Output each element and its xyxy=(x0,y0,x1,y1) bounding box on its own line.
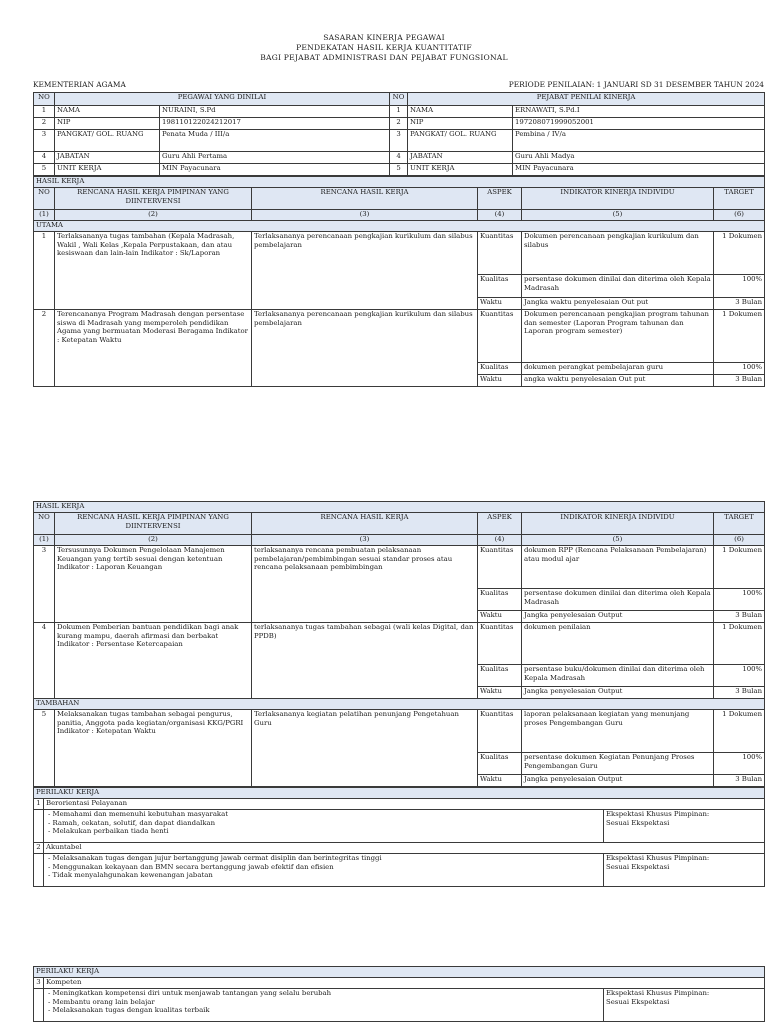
colnum: (6) xyxy=(714,535,765,546)
people-row-label: PANGKAT/ GOL. RUANG xyxy=(408,130,513,152)
item-aspect: Waktu xyxy=(478,298,522,310)
expectation-label: Ekspektasi Khusus Pimpinan: xyxy=(606,989,710,997)
assessor-rank: Pembina / IV/a xyxy=(513,130,765,152)
item-target: 1 Dokumen xyxy=(714,710,765,753)
behavior-table-1 xyxy=(33,787,765,887)
people-row-no: 1 xyxy=(390,106,408,118)
behavior-title: Kompeten xyxy=(44,978,765,989)
item-aspect: Waktu xyxy=(478,611,522,623)
col-leader-plan: RENCANA HASIL KERJA PIMPINAN YANG DIINTERVENSI xyxy=(55,188,252,210)
colnum: (3) xyxy=(252,535,478,546)
behavior-bullet: - Memahami dan memenuhi kebutuhan masyarakat xyxy=(48,810,228,818)
people-row-label: JABATAN xyxy=(55,152,160,164)
assessor-position: Guru Ahli Madya xyxy=(513,152,765,164)
header-line-1: SASARAN KINERJA PEGAWAI xyxy=(323,33,445,42)
meta-row xyxy=(33,80,764,89)
assessor-name: ERNAWATI, S.Pd.I xyxy=(513,106,765,118)
work-results-table-1 xyxy=(33,176,765,387)
item-indicator: dokumen RPP (Rencana Pelaksanaan Pembelajaran) atau modul ajar xyxy=(522,546,714,589)
people-row-no: 3 xyxy=(34,130,55,152)
people-no-header: NO xyxy=(34,93,55,106)
header-line-3: BAGI PEJABAT ADMINISTRASI DAN PEJABAT FUNGSIONAL xyxy=(260,53,508,62)
item-indicator: persentase buku/dokumen dinilai dan diterima oleh Kepala Madrasah xyxy=(522,665,714,687)
section-hasil-kerja: HASIL KERJA xyxy=(34,177,765,188)
item-aspect: Kuantitas xyxy=(478,310,522,363)
item-aspect: Kualitas xyxy=(478,363,522,375)
header-line-2: PENDEKATAN HASIL KERJA KUANTITATIF xyxy=(296,43,472,52)
people-row-no: 4 xyxy=(390,152,408,164)
item-leader-plan: Melaksanakan tugas tambahan sebagai pengurus, panitia, Anggota pada kegiatan/organisasi KKG/PGRI Indikator : Ketepatan Waktu xyxy=(55,710,252,787)
item-leader-plan: Tersusunnya Dokumen Pengelolaan Manajemen Keuangan yang tertib sesuai dengan ketentuan Indikator : Laporan Keuangan xyxy=(55,546,252,623)
item-target: 1 Dokumen xyxy=(714,232,765,275)
employee-rank: Penata Muda / III/a xyxy=(160,130,390,152)
behavior-spacer xyxy=(34,810,44,843)
expectation-value: Sesuai Ekspektasi xyxy=(606,818,670,827)
behavior-bullets xyxy=(44,989,604,1022)
page-block-3 xyxy=(33,966,764,1022)
item-aspect: Waktu xyxy=(478,375,522,387)
item-no: 4 xyxy=(34,623,55,699)
item-target: 3 Bulan xyxy=(714,298,765,310)
colnum: (6) xyxy=(714,210,765,221)
colnum: (5) xyxy=(522,535,714,546)
item-aspect: Kuantitas xyxy=(478,546,522,589)
section-perilaku-kerja: PERILAKU KERJA xyxy=(34,788,765,799)
behavior-no: 1 xyxy=(34,799,44,810)
col-indicator: INDIKATOR KINERJA INDIVIDU xyxy=(522,513,714,535)
item-aspect: Kuantitas xyxy=(478,232,522,275)
item-work-plan: Terlaksananya kegiatan pelatihan penunjang Pengetahuan Guru xyxy=(252,710,478,787)
col-target: TARGET xyxy=(714,513,765,535)
item-target: 1 Dokumen xyxy=(714,310,765,363)
item-indicator: Jangka penyelesaian Output xyxy=(522,687,714,699)
people-row-no: 2 xyxy=(390,118,408,130)
people-row-no: 5 xyxy=(34,164,55,176)
expectation-label: Ekspektasi Khusus Pimpinan: xyxy=(606,854,710,862)
expectation-label: Ekspektasi Khusus Pimpinan: xyxy=(606,810,710,818)
col-leader-plan: RENCANA HASIL KERJA PIMPINAN YANG DIINTERVENSI xyxy=(55,513,252,535)
item-indicator: persentase dokumen dinilai dan diterima oleh Kepala Madrasah xyxy=(522,275,714,298)
behavior-bullet: - Menggunakan kekayaan dan BMN secara bertanggung jawab efektif dan efisien xyxy=(48,862,334,871)
people-row-label: PANGKAT/ GOL. RUANG xyxy=(55,130,160,152)
item-aspect: Waktu xyxy=(478,687,522,699)
item-leader-plan: Terlaksananya tugas tambahan (Kepala Madrasah, Wakil , Wali Kelas ,Kepala Perpustakaan, dan atau kesiswaan dan lain-lain Indikator : Sk/Laporan xyxy=(55,232,252,310)
behavior-bullets xyxy=(44,854,604,887)
behavior-bullets xyxy=(44,810,604,843)
col-aspect: ASPEK xyxy=(478,188,522,210)
people-row-label: NIP xyxy=(408,118,513,130)
evaluated-employee-header: PEGAWAI YANG DINILAI xyxy=(55,93,390,106)
colnum: (5) xyxy=(522,210,714,221)
people-row-label: JABATAN xyxy=(408,152,513,164)
people-row-no: 1 xyxy=(34,106,55,118)
people-row-label: NAMA xyxy=(55,106,160,118)
item-indicator: Dokumen perencanaan pengkajian kurikulum dan silabus xyxy=(522,232,714,275)
section-utama: UTAMA xyxy=(34,221,765,232)
item-indicator: persentase dokumen Kegiatan Penunjang Proses Pengembangan Guru xyxy=(522,753,714,775)
expectation-value: Sesuai Ekspektasi xyxy=(606,862,670,871)
item-target: 100% xyxy=(714,363,765,375)
item-work-plan: Terlaksananya perencanaan pengkajian kurikulum dan silabus pembelajaran xyxy=(252,232,478,310)
behavior-title: Akuntabel xyxy=(44,843,765,854)
item-aspect: Waktu xyxy=(478,775,522,787)
behavior-bullet: - Ramah, cekatan, solutif, dan dapat diandalkan xyxy=(48,818,216,827)
behavior-bullet: - Melaksanakan tugas dengan jujur bertanggung jawab cermat disiplin dan berintegritas tinggi xyxy=(48,854,382,862)
expectation-value: Sesuai Ekspektasi xyxy=(606,997,670,1006)
col-target: TARGET xyxy=(714,188,765,210)
item-indicator: Jangka penyelesaian Output xyxy=(522,611,714,623)
item-indicator: dokumen perangkat pembelajaran guru xyxy=(522,363,714,375)
employee-position: Guru Ahli Pertama xyxy=(160,152,390,164)
item-indicator: laporan pelaksanaan kegiatan yang menunjang proses Pengembangan Guru xyxy=(522,710,714,753)
employee-unit: MIN Payacunara xyxy=(160,164,390,176)
item-work-plan: terlaksananya tugas tambahan sebagai (wali kelas Digital, dan PPDB) xyxy=(252,623,478,699)
document-header xyxy=(0,33,768,63)
item-aspect: Kualitas xyxy=(478,665,522,687)
item-aspect: Kualitas xyxy=(478,753,522,775)
behavior-bullet: - Tidak menyalahgunakan kewenangan jabatan xyxy=(48,871,213,880)
behavior-expectation xyxy=(604,989,765,1022)
people-row-no: 3 xyxy=(390,130,408,152)
assessor-header: PEJABAT PENILAI KINERJA xyxy=(408,93,765,106)
behavior-expectation xyxy=(604,810,765,843)
behavior-no: 2 xyxy=(34,843,44,854)
people-row-label: NAMA xyxy=(408,106,513,118)
item-target: 3 Bulan xyxy=(714,775,765,787)
behavior-spacer xyxy=(34,854,44,887)
behavior-bullet: - Melaksanakan tugas dengan kualitas terbaik xyxy=(48,1006,210,1015)
colnum: (4) xyxy=(478,535,522,546)
item-no: 3 xyxy=(34,546,55,623)
behavior-expectation xyxy=(604,854,765,887)
page-block-1 xyxy=(33,92,764,387)
item-target: 3 Bulan xyxy=(714,611,765,623)
section-hasil-kerja: HASIL KERJA xyxy=(34,502,765,513)
assessor-unit: MIN Payacunara xyxy=(513,164,765,176)
item-no: 1 xyxy=(34,232,55,310)
people-row-no: 4 xyxy=(34,152,55,164)
colnum: (1) xyxy=(34,210,55,221)
item-target: 3 Bulan xyxy=(714,375,765,387)
col-work-plan: RENCANA HASIL KERJA xyxy=(252,513,478,535)
behavior-bullet: - Meningkatkan kompetensi diri untuk menjawab tantangan yang selalu berubah xyxy=(48,989,332,997)
col-indicator: INDIKATOR KINERJA INDIVIDU xyxy=(522,188,714,210)
employee-nip: 198110122024212017 xyxy=(160,118,390,130)
item-indicator: Dokumen perencanaan pengkajian program tahunan dan semester (Laporan Program tahunan dan Laporan program semester) xyxy=(522,310,714,363)
item-work-plan: Terlaksananya perencanaan pengkajian kurikulum dan silabus pembelajaran xyxy=(252,310,478,387)
item-no: 2 xyxy=(34,310,55,387)
item-indicator: Jangka penyelesaian Output xyxy=(522,775,714,787)
behavior-no: 3 xyxy=(34,978,44,989)
colnum: (1) xyxy=(34,535,55,546)
item-target: 3 Bulan xyxy=(714,687,765,699)
people-row-label: UNIT KERJA xyxy=(55,164,160,176)
section-perilaku-kerja: PERILAKU KERJA xyxy=(34,967,765,978)
item-target: 100% xyxy=(714,589,765,611)
item-target: 1 Dokumen xyxy=(714,546,765,589)
page-block-2 xyxy=(33,501,764,887)
people-row-label: UNIT KERJA xyxy=(408,164,513,176)
col-aspect: ASPEK xyxy=(478,513,522,535)
assessment-period: PERIODE PENILAIAN: 1 JANUARI SD 31 DESEMBER TAHUN 2024 xyxy=(508,80,764,89)
item-target: 100% xyxy=(714,665,765,687)
agency-name: KEMENTERIAN AGAMA xyxy=(33,80,126,89)
item-indicator: Jangka waktu penyelesaian Out put xyxy=(522,298,714,310)
col-no: NO xyxy=(34,188,55,210)
assessor-nip: 197208071999052001 xyxy=(513,118,765,130)
item-aspect: Kuantitas xyxy=(478,710,522,753)
item-leader-plan: Terencananya Program Madrasah dengan persentase siswa di Madrasah yang memperoleh pendidikan Agama yang bermuatan Moderasi Beragama Indikator : Ketepatan Waktu xyxy=(55,310,252,387)
people-table xyxy=(33,92,765,176)
colnum: (2) xyxy=(55,535,252,546)
people-row-no: 2 xyxy=(34,118,55,130)
people-no-header-right: NO xyxy=(390,93,408,106)
behavior-bullet: - Membantu orang lain belajar xyxy=(48,997,155,1006)
colnum: (2) xyxy=(55,210,252,221)
col-work-plan: RENCANA HASIL KERJA xyxy=(252,188,478,210)
item-target: 1 Dokumen xyxy=(714,623,765,665)
behavior-spacer xyxy=(34,989,44,1022)
behavior-title: Berorientasi Pelayanan xyxy=(44,799,765,810)
work-results-table-2 xyxy=(33,501,765,787)
item-aspect: Kualitas xyxy=(478,589,522,611)
item-indicator: angka waktu penyelesaian Out put xyxy=(522,375,714,387)
item-indicator: persentase dokumen dinilai dan diterima oleh Kepala Madrasah xyxy=(522,589,714,611)
section-tambahan: TAMBAHAN xyxy=(34,699,765,710)
colnum: (3) xyxy=(252,210,478,221)
people-row-label: NIP xyxy=(55,118,160,130)
col-no: NO xyxy=(34,513,55,535)
item-aspect: Kuantitas xyxy=(478,623,522,665)
behavior-table-2 xyxy=(33,966,765,1022)
item-indicator: dokumen penilaian xyxy=(522,623,714,665)
people-row-no: 5 xyxy=(390,164,408,176)
employee-name: NURAINI, S.Pd xyxy=(160,106,390,118)
item-aspect: Kualitas xyxy=(478,275,522,298)
item-target: 100% xyxy=(714,275,765,298)
behavior-bullet: - Melakukan perbaikan tiada henti xyxy=(48,827,169,836)
item-target: 100% xyxy=(714,753,765,775)
item-no: 5 xyxy=(34,710,55,787)
item-work-plan: terlaksananya rencana pembuatan pelaksanaan pembelajaran/pembimbingan sesuai standar proses atau rencana pelaksanaan pembimbingan xyxy=(252,546,478,623)
item-leader-plan: Dokumen Pemberian bantuan pendidikan bagi anak kurang mampu, daerah afirmasi dan berbakat Indikator : Persentase Ketercapaian xyxy=(55,623,252,699)
colnum: (4) xyxy=(478,210,522,221)
